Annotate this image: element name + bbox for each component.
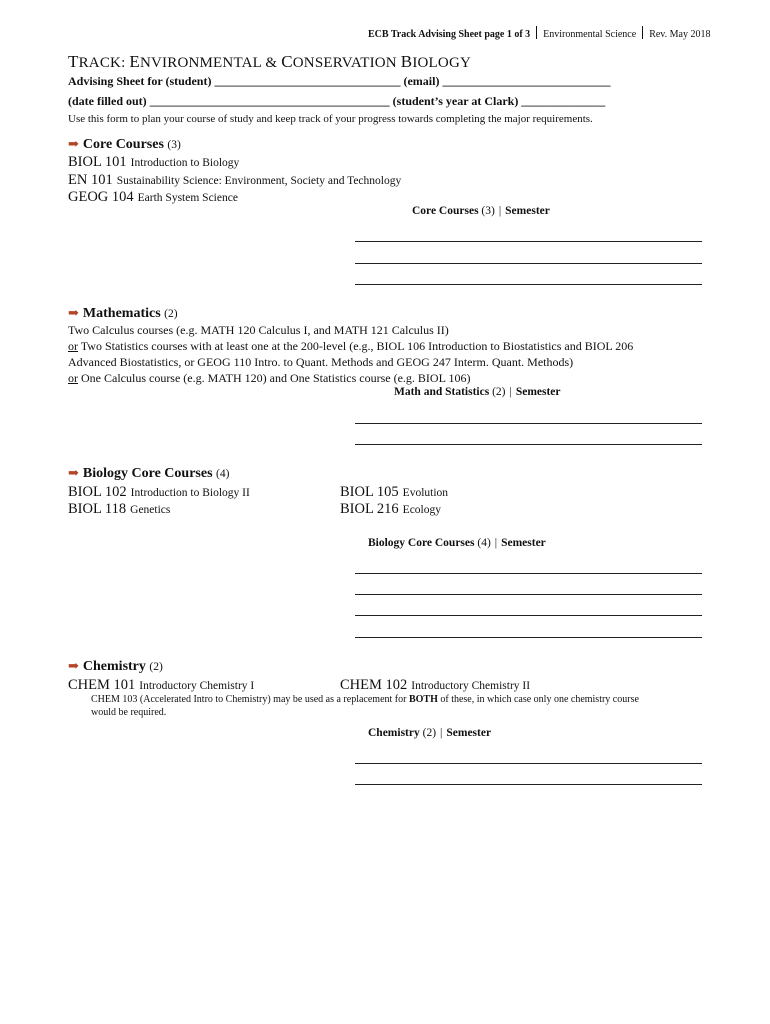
arrow-right-icon: ➡: [68, 136, 79, 151]
section-chem-heading: ➡ Chemistry (2): [68, 658, 163, 674]
chem-note-cont: would be required.: [91, 707, 167, 718]
section-bio-heading: ➡ Biology Core Courses (4): [68, 465, 230, 481]
math-option-3: or One Calculus course (e.g. MATH 120) and One Statistics course (e.g. BIOL 106): [68, 371, 471, 385]
bio-entry-line[interactable]: [355, 637, 702, 638]
course-item: EN 101 Sustainability Science: Environment, Society and Technology: [68, 172, 402, 188]
chem-table-header: Chemistry (2) | Semester: [368, 727, 492, 739]
header-left: ECB Track Advising Sheet page 1 of 3: [368, 29, 531, 40]
page-header: [368, 26, 710, 40]
math-option-2-cont: Advanced Biostatistics, or GEOG 110 Intro. to Quant. Methods and GEOG 247 Interm. Quant. Methods): [68, 355, 574, 369]
core-table-header: Core Courses (3) | Semester: [412, 205, 550, 217]
student-info-row[interactable]: Advising Sheet for (student) _______________________________ (email) ____________________________: [68, 74, 611, 88]
chem-entry-line[interactable]: [355, 784, 702, 785]
bio-entry-line[interactable]: [355, 594, 702, 595]
arrow-right-icon: ➡: [68, 465, 79, 480]
course-item: BIOL 102 Introduction to Biology II: [68, 484, 250, 500]
course-item: CHEM 101 Introductory Chemistry I: [68, 677, 255, 693]
header-divider: [642, 26, 643, 39]
math-entry-line[interactable]: [355, 444, 702, 445]
math-option-2: or Two Statistics courses with at least one at the 200-level (e.g., BIOL 106 Introduction to Biostatistics and BIOL 206: [68, 339, 634, 353]
arrow-right-icon: ➡: [68, 305, 79, 320]
arrow-right-icon: ➡: [68, 658, 79, 673]
math-table-header: Math and Statistics (2) | Semester: [394, 386, 561, 398]
course-item: BIOL 105 Evolution: [340, 484, 449, 500]
core-entry-line[interactable]: [355, 284, 702, 285]
header-right: Rev. May 2018: [649, 29, 711, 40]
course-item: BIOL 118 Genetics: [68, 501, 171, 517]
core-entry-line[interactable]: [355, 263, 702, 264]
date-year-row[interactable]: (date filled out) ________________________________________ (student’s year at Clark) ______________: [68, 94, 606, 108]
header-divider: [536, 26, 537, 39]
course-item: GEOG 104 Earth System Science: [68, 189, 238, 205]
chem-entry-line[interactable]: [355, 763, 702, 764]
instructions: Use this form to plan your course of study and keep track of your progress towards completing the major requirements.: [68, 113, 593, 125]
chem-note: CHEM 103 (Accelerated Intro to Chemistry) may be used as a replacement for BOTH of these, in which case only one chemistry course: [91, 694, 639, 705]
core-entry-line[interactable]: [355, 241, 702, 242]
bio-table-header: Biology Core Courses (4) | Semester: [368, 537, 546, 549]
bio-entry-line[interactable]: [355, 573, 702, 574]
section-math-heading: ➡ Mathematics (2): [68, 305, 178, 321]
bio-entry-line[interactable]: [355, 615, 702, 616]
math-option-1: Two Calculus courses (e.g. MATH 120 Calculus I, and MATH 121 Calculus II): [68, 323, 449, 337]
section-core-heading: ➡ Core Courses (3): [68, 136, 181, 152]
header-middle: Environmental Science: [543, 29, 637, 40]
course-item: CHEM 102 Introductory Chemistry II: [340, 677, 531, 693]
page-title: TRACK: ENVIRONMENTAL & CONSERVATION BIOLOGY: [68, 52, 472, 71]
course-item: BIOL 216 Ecology: [340, 501, 441, 517]
math-entry-line[interactable]: [355, 423, 702, 424]
course-item: BIOL 101 Introduction to Biology: [68, 154, 240, 170]
